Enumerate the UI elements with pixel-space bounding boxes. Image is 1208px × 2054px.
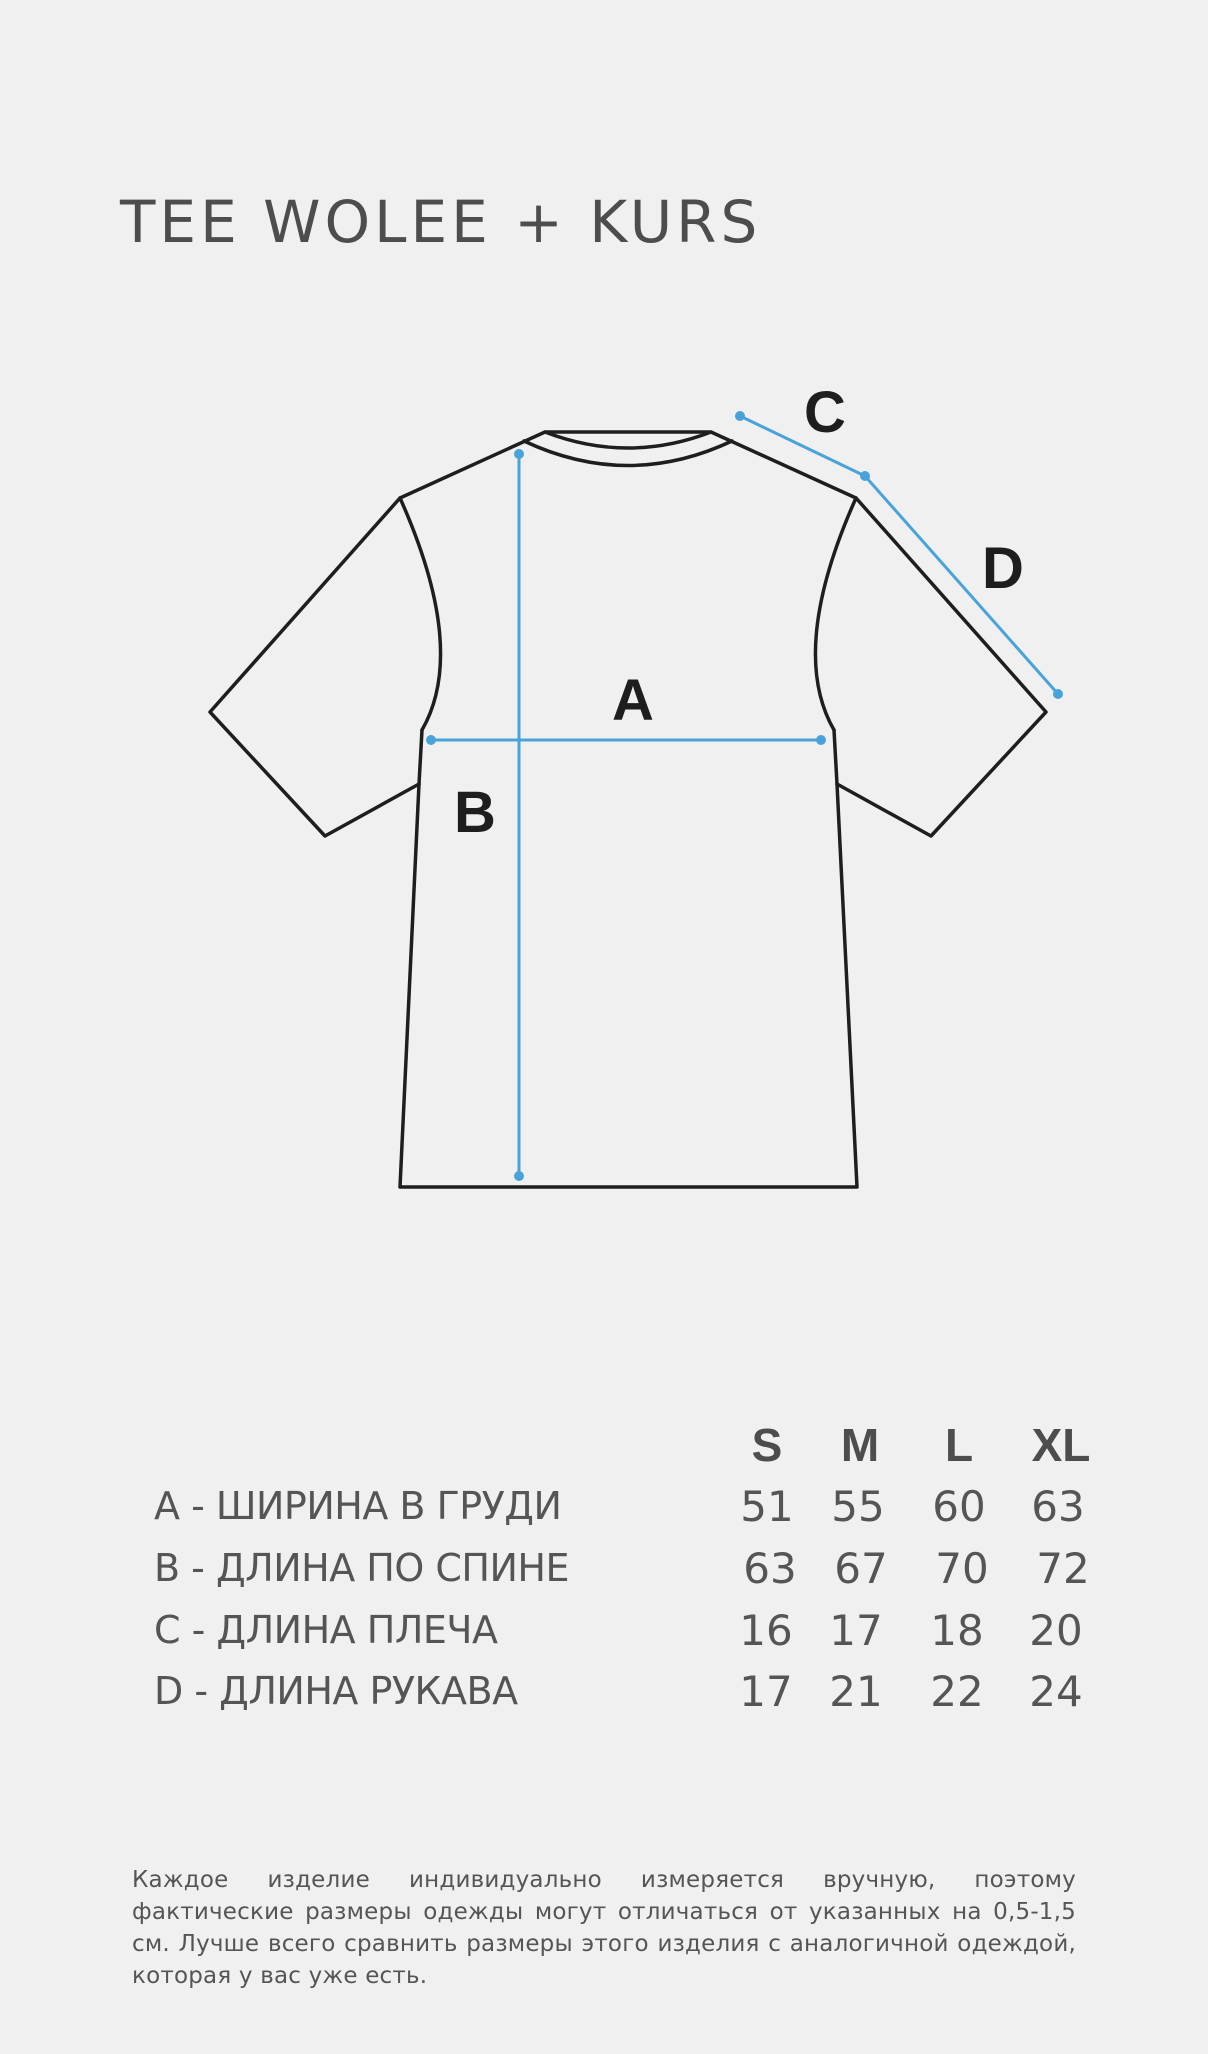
table-cell: 17 [739, 1667, 793, 1716]
tshirt-side-right [834, 730, 837, 784]
tshirt-body [210, 432, 1046, 1187]
row-label-b: B - ДЛИНА ПО СПИНЕ [154, 1546, 569, 1590]
tshirt-outline [210, 432, 1046, 1187]
table-cell: 20 [1029, 1606, 1083, 1655]
table-cell: 63 [743, 1544, 797, 1593]
measurement-disclaimer: Каждое изделие индивидуально измеряется вручную, поэтому фактические размеры одежды могут отличаться от указанных на 0,5-1,5 см. Лучше всего сравнить размеры этого изделия с аналогичной одеждой, которая у вас уже есть. [132, 1867, 1076, 1989]
measure-a-label: A [612, 668, 654, 733]
measure-c-line [740, 416, 865, 476]
measure-a-start-dot [426, 735, 436, 745]
measure-b-start-dot [514, 449, 524, 459]
table-cell: 67 [834, 1544, 888, 1593]
measure-c-label: C [804, 380, 846, 445]
table-cell: 21 [829, 1667, 883, 1716]
measure-b-end-dot [514, 1171, 524, 1181]
tshirt-armhole-left [400, 498, 441, 730]
tshirt-collar-inner [545, 432, 711, 448]
table-cell: 18 [930, 1606, 984, 1655]
measure-d-label: D [982, 536, 1024, 601]
size-header-m: M [840, 1419, 880, 1471]
table-cell: 51 [740, 1482, 794, 1531]
size-header-xl: XL [1031, 1419, 1091, 1471]
tshirt-side-left [419, 730, 422, 784]
measure-c-start-dot [735, 411, 745, 421]
tshirt-collar-outer [524, 441, 732, 466]
measure-a-end-dot [816, 735, 826, 745]
tshirt-armhole-right [815, 498, 856, 730]
table-cell: 72 [1036, 1544, 1090, 1593]
table-cell: 63 [1031, 1482, 1085, 1531]
measure-d-end-dot [1053, 689, 1063, 699]
size-header-l: L [944, 1419, 974, 1471]
measure-b-label: B [454, 780, 496, 845]
table-cell: 22 [930, 1667, 984, 1716]
row-label-a: A - ШИРИНА В ГРУДИ [154, 1484, 562, 1528]
measure-d-line [865, 476, 1058, 694]
page-title: TEE WOLEE + KURS [120, 188, 762, 256]
table-cell: 55 [831, 1482, 885, 1531]
table-cell: 60 [932, 1482, 986, 1531]
size-header-s: S [751, 1419, 783, 1471]
table-cell: 70 [935, 1544, 989, 1593]
row-label-c: C - ДЛИНА ПЛЕЧА [154, 1608, 498, 1652]
table-cell: 24 [1029, 1667, 1083, 1716]
row-label-d: D - ДЛИНА РУКАВА [154, 1669, 518, 1713]
table-cell: 17 [829, 1606, 883, 1655]
table-cell: 16 [739, 1606, 793, 1655]
